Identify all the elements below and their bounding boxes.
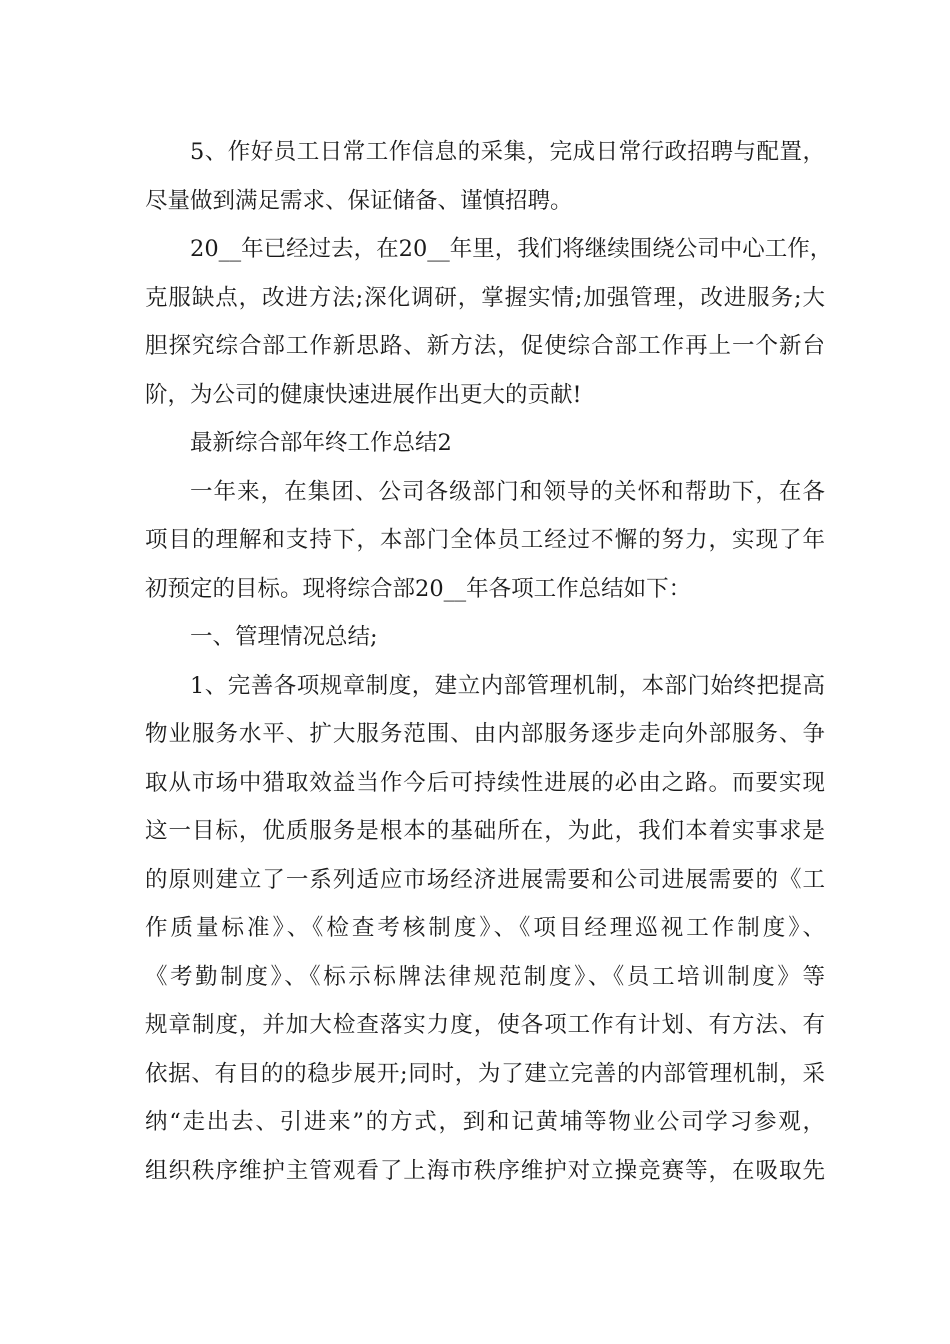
text-line: 的原则建立了一系列适应市场经济进展需要和公司进展需要的《工: [145, 866, 825, 893]
paragraph-regulations: [145, 662, 825, 1196]
text-line: 作质量标准》、《检查考核制度》、《项目经理巡视工作制度》、: [145, 915, 825, 941]
text-line: 20__年已经过去，在20__年里，我们将继续围绕公司中心工作，: [190, 236, 833, 262]
document-body: [145, 128, 833, 1195]
text-line: 《考勤制度》、《标示标牌法律规范制度》、《员工培训制度》等: [145, 963, 825, 990]
text-line: 初预定的目标。现将综合部20__年各项工作总结如下：: [145, 575, 692, 602]
heading-text: 一、管理情况总结;: [190, 624, 378, 650]
text-line: 胆探究综合部工作新思路、新方法，促使综合部工作再上一个新台: [145, 333, 825, 359]
text-line: 物业服务水平、扩大服务范围、由内部服务逐步走向外部服务、争: [145, 721, 825, 747]
text-line: 规章制度，并加大检查落实力度，使各项工作有计划、有方法、有: [145, 1012, 825, 1038]
text-line: 阶，为公司的健康快速进展作出更大的贡献!: [145, 381, 582, 408]
subsection-heading: [145, 613, 825, 662]
heading-text: 最新综合部年终工作总结2: [190, 430, 452, 456]
text-line: 这一目标，优质服务是根本的基础所在，为此，我们本着实事求是: [145, 818, 825, 844]
text-line: 项目的理解和支持下，本部门全体员工经过不懈的努力，实现了年: [145, 527, 825, 553]
text-line: 1、完善各项规章制度，建立内部管理机制，本部门始终把提高: [190, 672, 825, 699]
paragraph-outlook: [145, 225, 833, 419]
paragraph-intro: [145, 468, 825, 614]
text-line: 尽量做到满足需求、保证储备、谨慎招聘。: [145, 187, 573, 214]
text-line: 纳“走出去、引进来”的方式，到和记黄埔等物业公司学习参观，: [145, 1109, 825, 1135]
text-line: 5、作好员工日常工作信息的采集，完成日常行政招聘与配置，: [190, 139, 825, 165]
text-line: 一年来，在集团、公司各级部门和领导的关怀和帮助下，在各: [190, 478, 825, 505]
section-heading: [145, 419, 825, 468]
text-line: 克服缺点，改进方法;深化调研，掌握实情;加强管理，改进服务;大: [145, 284, 825, 311]
text-line: 取从市场中猎取效益当作今后可持续性进展的必由之路。而要实现: [145, 769, 825, 796]
text-line: 组织秩序维护主管观看了上海市秩序维护对立操竞赛等，在吸取先: [145, 1157, 825, 1184]
paragraph-recruitment: [145, 128, 825, 225]
text-line: 依据、有目的的稳步展开;同时，为了建立完善的内部管理机制，采: [145, 1060, 825, 1087]
